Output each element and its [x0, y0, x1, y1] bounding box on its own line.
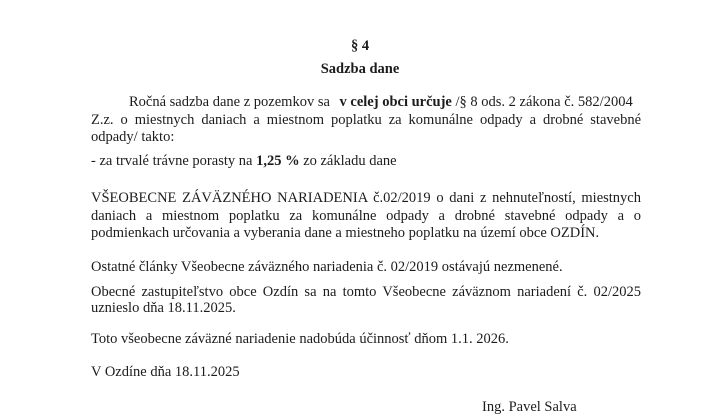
paragraph-4-line-2: uznieslo dňa 18.11.2025. [91, 300, 236, 316]
paragraph-1-line-1 [129, 94, 633, 111]
signature-name: Ing. Pavel Salva [482, 399, 577, 415]
paragraph-2-line-3: podmienkach určovania a vyberania dane a miestneho poplatku na území obce OZDÍN. [91, 225, 600, 241]
section-mark: § 4 [350, 38, 370, 54]
paragraph-1-text-a: Ročná sadzba dane z pozemkov sa [129, 94, 330, 110]
paragraph-2-line-2: daniach a miestnom poplatku za komunálne odpady a drobné stavebné odpady a o [91, 208, 641, 224]
paragraph-3: Ostatné články Všeobecne záväzného nariadenia č. 02/2019 ostávajú nezmenené. [91, 259, 563, 275]
paragraph-2-line-1: VŠEOBECNE ZÁVÄZNÉHO NARIADENIA č.02/2019 o dani z nehnuteľností, miestnych [91, 190, 641, 206]
paragraph-1-text-c: /§ 8 ods. 2 zákona č. 582/2004 [455, 94, 633, 110]
rate-line-text-c: zo základu dane [303, 153, 397, 169]
paragraph-1-line-2: Z.z. o miestnych daniach a miestnom poplatku za komunálne odpady a drobné stavebné [91, 112, 641, 128]
paragraph-4-line-1: Obecné zastupiteľstvo obce Ozdín sa na tomto Všeobecne záväznom nariadení č. 02/2025 [91, 284, 641, 300]
rate-line [91, 153, 397, 170]
section-title: Sadzba dane [320, 61, 400, 77]
paragraph-1-line-3: odpady/ takto: [91, 129, 175, 145]
date-place-line: V Ozdíne dňa 18.11.2025 [91, 364, 240, 380]
paragraph-1-text-bold: v celej obci určuje [339, 94, 452, 110]
rate-value: 1,25 % [256, 153, 300, 169]
paragraph-5: Toto všeobecne záväzné nariadenie nadobúda účinnosť dňom 1.1. 2026. [91, 331, 509, 347]
rate-line-text-a: - za trvalé trávne porasty na [91, 153, 253, 169]
